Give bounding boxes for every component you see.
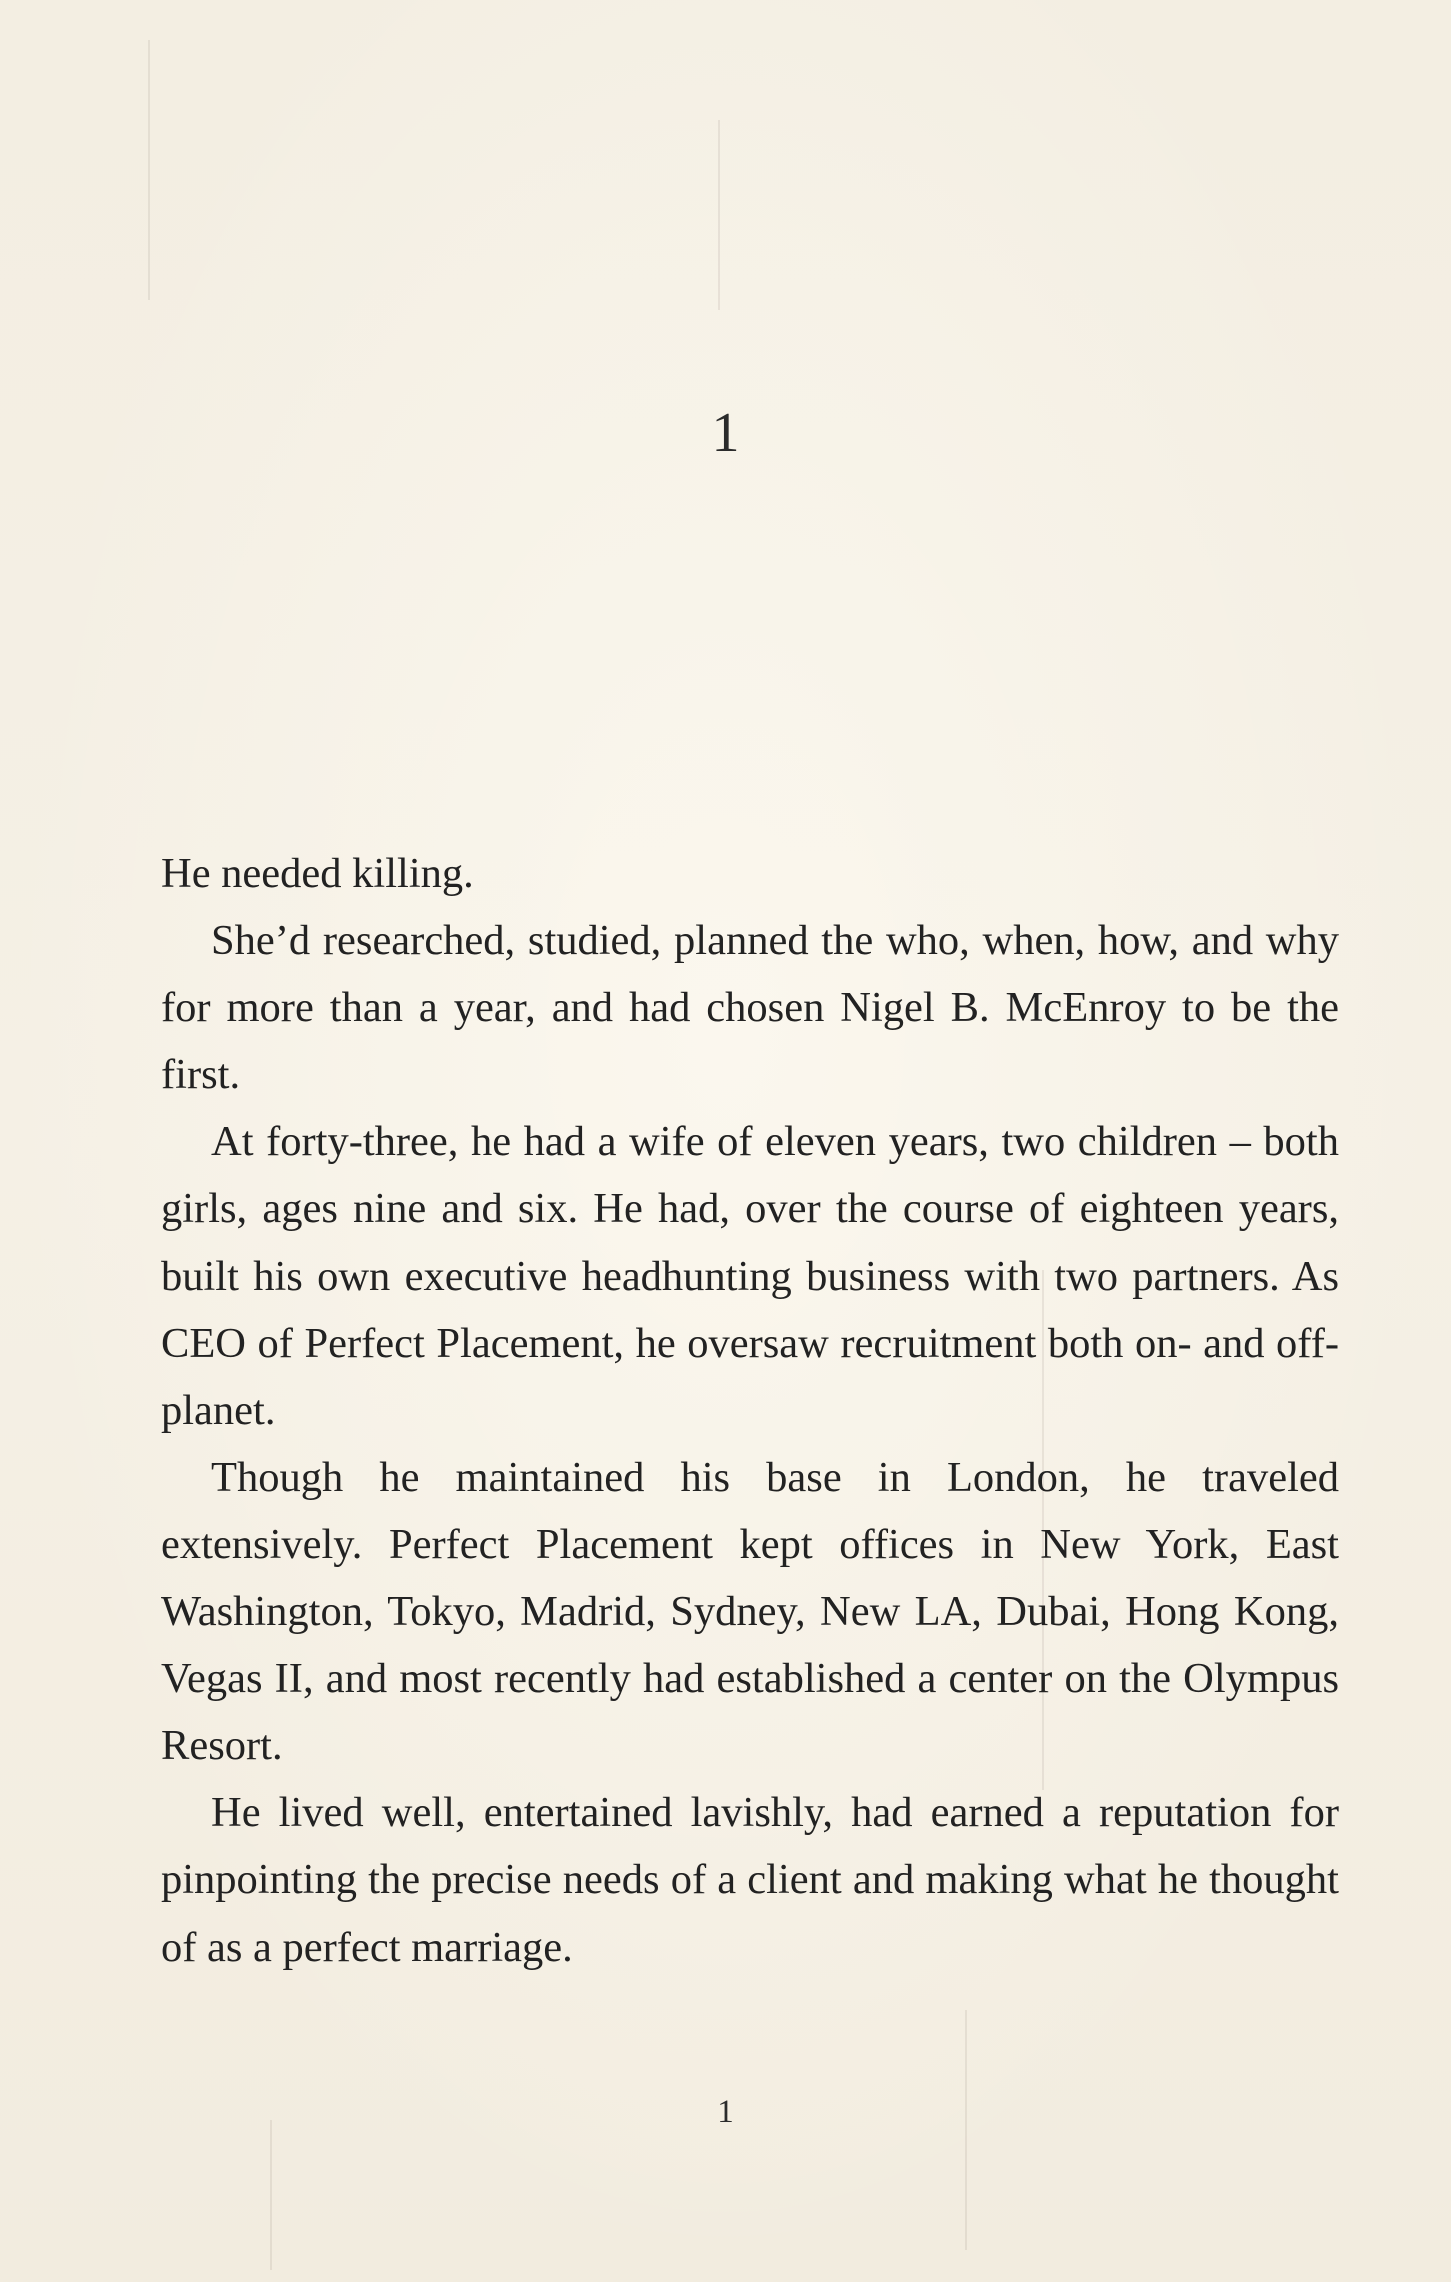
paragraph: He lived well, entertained lavishly, had earned a reputation for pinpointing the precise needs of a client and making what he thought of as a perfect marriage. <box>161 1789 1339 1971</box>
paragraph: Though he maintained his base in London, he traveled extensively. Perfect Placement kept offices in New York, East Washington, Tokyo, Madrid, Sydney, New LA, Dubai, Hong Kong, Vegas II, and most recently had established a center on the Olympus Resort. <box>161 1453 1339 1770</box>
paragraph: At forty-three, he had a wife of eleven years, two children – both girls, ages nine and six. He had, over the course of eighteen years, built his own executive headhunting business with two partners. As CEO of Perfect Placement, he oversaw recruitment both on- and off-planet. <box>161 1118 1339 1434</box>
paragraph: She’d researched, studied, planned the who, when, how, and why for more than a year, and had chosen Nigel B. McEnroy to be the first. <box>161 917 1339 1099</box>
chapter-number: 1 <box>711 402 740 464</box>
page-crease-mark <box>270 2120 272 2270</box>
page-number: 1 <box>717 2094 734 2130</box>
chapter-body <box>161 840 1339 1981</box>
page-crease-mark <box>718 120 720 310</box>
paragraph: He needed killing. <box>161 850 474 897</box>
page-crease-mark <box>148 40 150 300</box>
